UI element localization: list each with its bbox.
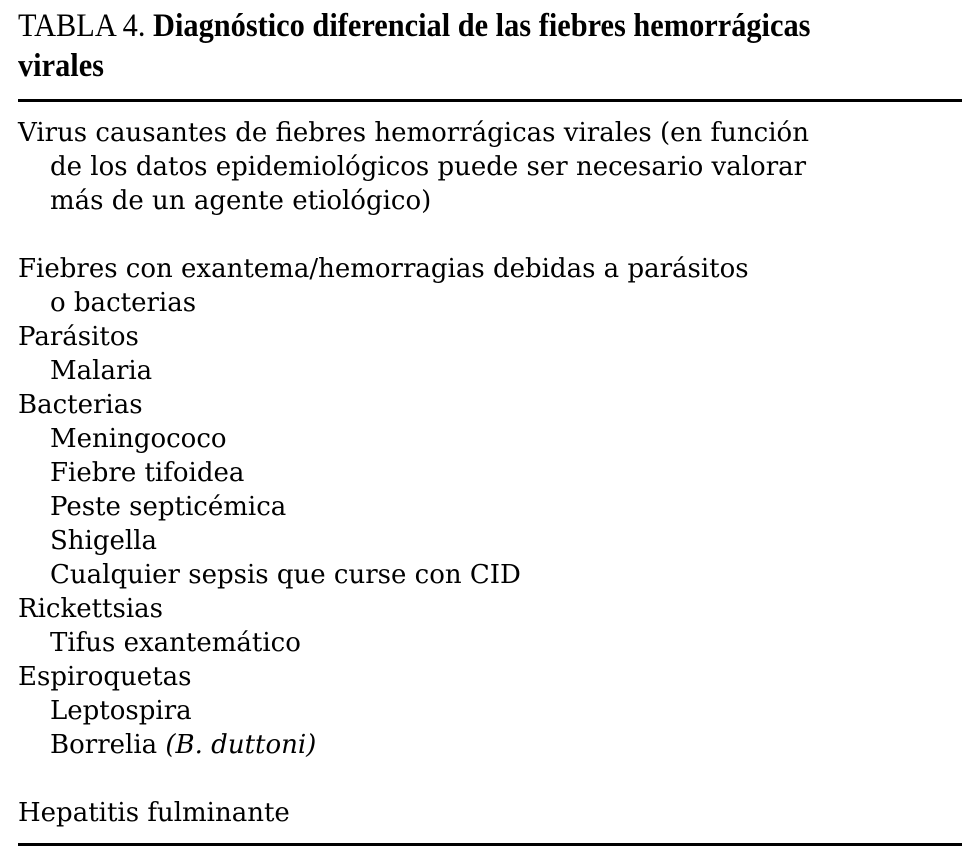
list-item: Leptospira xyxy=(50,696,192,726)
group-spirochetes: Espiroquetas xyxy=(18,662,192,692)
list-item-borrelia xyxy=(18,728,962,762)
list-item: Malaria xyxy=(50,356,153,386)
list-item: Cualquier sepsis que curse con CID xyxy=(50,560,521,590)
list-item: Fiebre tifoidea xyxy=(50,458,245,488)
group-rickettsia: Rickettsias xyxy=(18,594,163,624)
list-item: Tifus exantemático xyxy=(50,628,301,658)
spacer xyxy=(18,762,962,796)
borrelia-species: (B. duttoni) xyxy=(165,730,317,760)
viral-causes-line-2: de los datos epidemiológicos puede ser necesario valorar xyxy=(50,152,807,182)
list-item: Peste septicémica xyxy=(50,492,287,522)
viral-causes-line-3: más de un agente etiológico) xyxy=(50,186,432,216)
bottom-rule xyxy=(18,843,962,846)
group-bacteria: Bacterias xyxy=(18,390,143,420)
top-rule xyxy=(18,99,962,102)
spacer xyxy=(18,218,962,252)
hepatitis-line: Hepatitis fulminante xyxy=(18,798,290,828)
borrelia-name: Borrelia xyxy=(50,730,158,760)
list-item: Meningococo xyxy=(50,424,227,454)
group-parasites: Parásitos xyxy=(18,322,139,352)
list-item: Shigella xyxy=(50,526,158,556)
table-title xyxy=(18,6,886,86)
table-heading: Diagnóstico diferencial de las fiebres hemorrágicas virales xyxy=(18,8,811,84)
viral-causes-line-1: Virus causantes de fiebres hemorrágicas virales (en función xyxy=(18,118,809,148)
nonviral-fevers-line-1: Fiebres con exantema/hemorragias debidas a parásitos xyxy=(18,254,749,284)
table-number: TABLA 4. xyxy=(18,8,146,44)
table-body xyxy=(18,116,962,830)
nonviral-fevers-line-2: o bacterias xyxy=(50,288,197,318)
